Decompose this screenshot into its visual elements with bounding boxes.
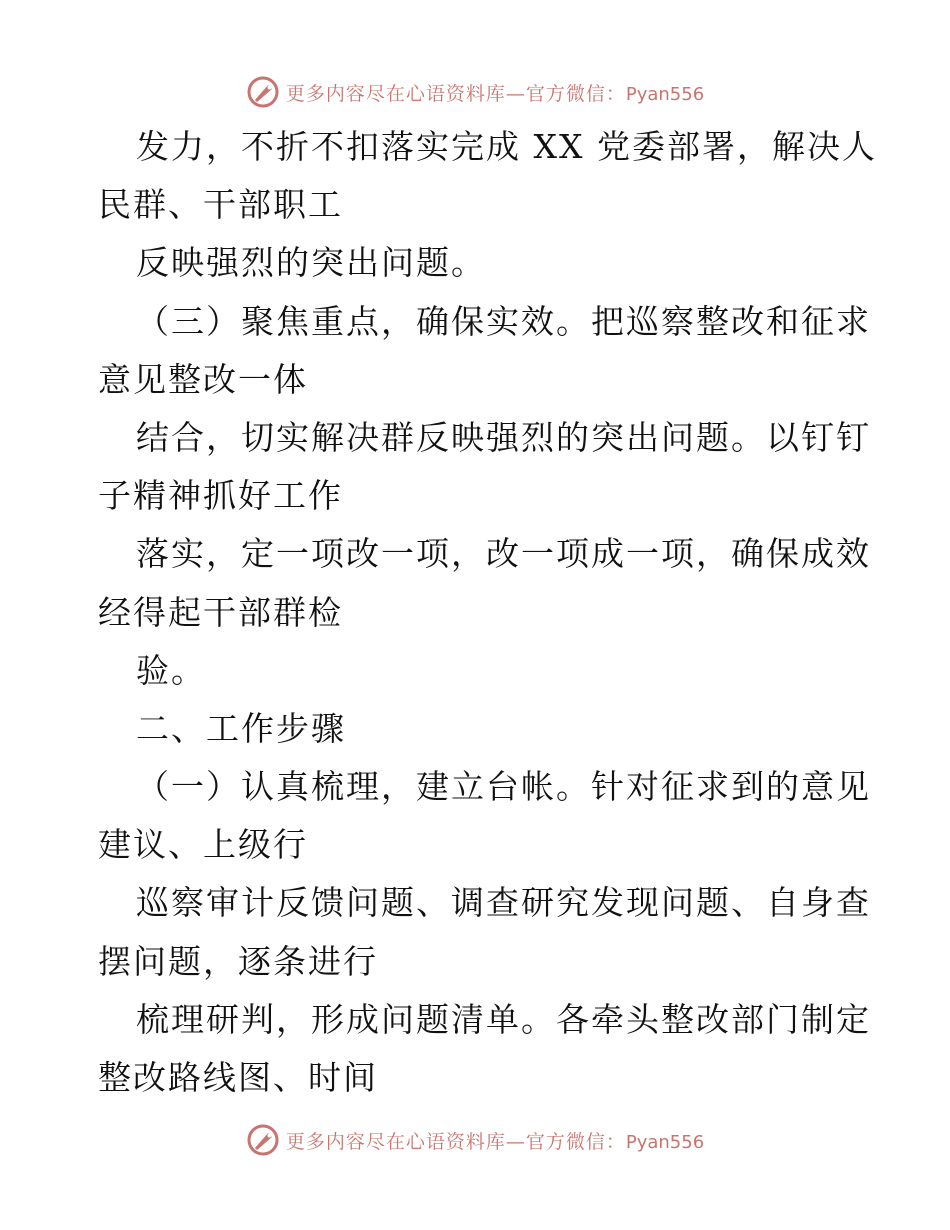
text-line: 验。: [136, 650, 206, 690]
text-line: 巡察审计反馈问题、调查研究发现问题、自身查: [136, 883, 871, 923]
text-line: 摆问题，逐条进行: [98, 941, 378, 981]
text-line: 子精神抓好工作: [98, 476, 343, 516]
text-line: 落实，定一项改一项，改一项成一项，确保成效: [136, 534, 871, 574]
pen-nib-icon: [246, 75, 280, 109]
text-line: 结合，切实解决群反映强烈的突出问题。以钉钉: [136, 417, 871, 457]
footer-watermark: [0, 1120, 950, 1160]
header-watermark: [0, 72, 950, 112]
text-line: 发力，不折不扣落实完成 XX 党委部署，解决人: [136, 127, 877, 166]
text-line: （三）聚焦重点，确保实效。把巡察整改和征求: [136, 301, 871, 341]
text-line: 民群、干部职工: [98, 185, 343, 225]
text-line: 意见整改一体: [98, 359, 308, 399]
pen-nib-icon: [246, 1123, 280, 1157]
text-line: 梳理研判，形成问题清单。各牵头整改部门制定: [136, 999, 871, 1039]
watermark-text: 更多内容尽在心语资料库—官方微信：Pyan556: [285, 82, 705, 105]
watermark-text: 更多内容尽在心语资料库—官方微信：Pyan556: [285, 1130, 705, 1153]
text-line: 建议、上级行: [98, 825, 308, 865]
text-line: 整改路线图、时间: [98, 1058, 378, 1097]
text-line: 二、工作步骤: [136, 708, 346, 748]
document-body: [98, 118, 877, 1107]
text-line: 反映强烈的突出问题。: [136, 243, 486, 283]
text-line: （一）认真梳理，建立台帐。针对征求到的意见: [136, 767, 871, 807]
text-line: 经得起干部群检: [98, 592, 343, 632]
